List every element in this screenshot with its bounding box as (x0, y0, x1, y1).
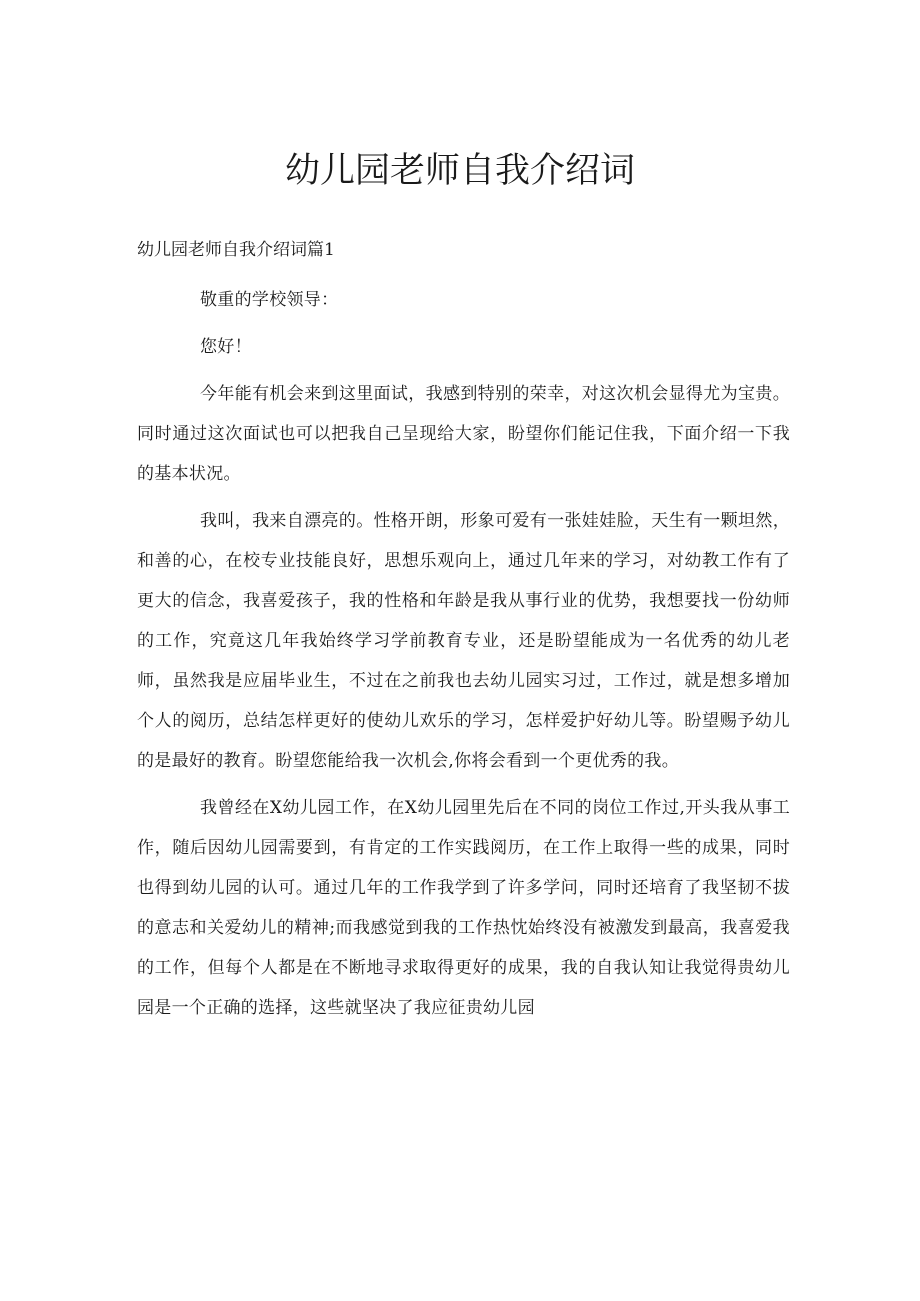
paragraph-personal: 我叫，我来自漂亮的。性格开朗，形象可爱有一张娃娃脸，天生有一颗坦然，和善的心，在校专业技能良好，思想乐观向上，通过几年来的学习，对幼教工作有了更大的信念，我喜爱孩子，我的性格和年龄是我从事行业的优势，我想要找一份幼师的工作，究竟这几年我始终学习学前教育专业，还是盼望能成为一名优秀的幼儿老师，虽然我是应届毕业生，不过在之前我也去幼儿园实习过，工作过，就是想多增加个人的阅历，总结怎样更好的使幼儿欢乐的学习，怎样爱护好幼儿等。盼望赐予幼儿的是最好的教育。盼望您能给我一次机会,你将会看到一个更优秀的我。 (137, 511, 790, 771)
paragraph-experience: 我曾经在X幼儿园工作，在X幼儿园里先后在不同的岗位工作过,开头我从事工作，随后因幼儿园需要到，有肯定的工作实践阅历，在工作上取得一些的成果，同时也得到幼儿园的认可。通过几年的工作我学到了许多学问，同时还培育了我坚韧不拔的意志和关爱幼儿的精神;而我感觉到我的工作热忱始终没有被激发到最高，我喜爱我的工作，但每个人都是在不断地寻求取得更好的成果，我的自我认知让我觉得贵幼儿园是一个正确的选择，这些就坚决了我应征贵幼儿园 (137, 798, 790, 1018)
greeting: 您好！ (200, 337, 252, 357)
document-subtitle: 幼儿园老师自我介绍词篇1 (137, 240, 335, 260)
salutation: 敬重的学校领导： (200, 290, 339, 310)
document-body (137, 280, 790, 1035)
document-title: 幼儿园老师自我介绍词 (284, 151, 635, 191)
paragraph-intro: 今年能有机会来到这里面试，我感到特别的荣幸，对这次机会显得尤为宝贵。同时通过这次面试也可以把我自己呈现给大家，盼望你们能记住我，下面介绍一下我的基本状况。 (137, 384, 790, 484)
